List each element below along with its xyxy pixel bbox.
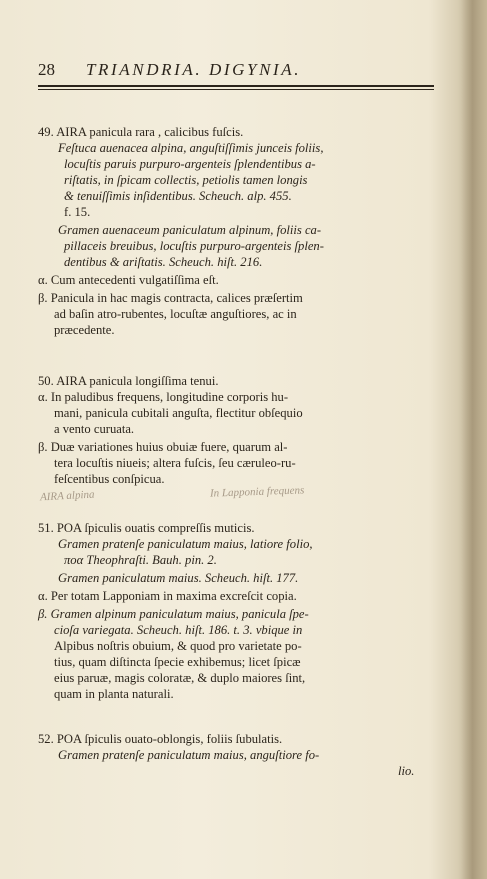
text-line: Alpibus noſtris obuium, & quod pro varietate po- bbox=[54, 639, 302, 653]
text-line: eius paruæ, magis coloratæ, & duplo maiores ſint, bbox=[54, 671, 306, 685]
text-line: ad baſin atro-rubentes, locuſtæ anguſtiores, ac in bbox=[54, 307, 297, 321]
text-line: α. Cum antecedenti vulgatiſſima eſt. bbox=[38, 273, 219, 287]
text-line: 52. POA ſpiculis ouato-oblongis, foliis ſubulatis. bbox=[38, 732, 283, 746]
text-line: lio. bbox=[398, 764, 415, 778]
pencil-annotation: In Lapponia frequens bbox=[209, 484, 305, 500]
text-line: β. Gramen alpinum paniculatum maius, panicula ſpe- bbox=[38, 607, 309, 621]
text-line: β. Duæ variationes huius obuiæ fuere, quarum al- bbox=[38, 440, 288, 454]
text-line: riſtatis, in ſpicam collectis, petiolis tamen longis bbox=[64, 173, 308, 187]
text-line: locuſtis paruis purpuro-argenteis ſplendentibus a- bbox=[64, 157, 316, 171]
text-line: feſcentibus conſpicua. bbox=[54, 472, 165, 486]
header-rule-thick bbox=[38, 85, 434, 87]
text-line: Feſtuca auenacea alpina, anguſtiſſimis junceis foliis, bbox=[58, 141, 324, 155]
text-line: cioſa variegata. Scheuch. hiſt. 186. t. 3. vbique in bbox=[54, 623, 303, 637]
text-line: 49. AIRA panicula rara , calicibus fuſcis. bbox=[38, 125, 244, 139]
header-rule-thin bbox=[38, 89, 434, 90]
text-line: 51. POA ſpiculis ouatis compreſſis muticis. bbox=[38, 521, 255, 535]
text-line: 50. AIRA panicula longiſſima tenui. bbox=[38, 374, 219, 388]
page-number: 28 bbox=[38, 60, 55, 79]
text-line: & tenuiſſimis inſidentibus. Scheuch. alp. 455. bbox=[64, 189, 292, 203]
text-line: tera locuſtis niueis; altera fuſcis, ſeu cæruleo-ru- bbox=[54, 456, 296, 470]
text-line: Gramen paniculatum maius. Scheuch. hiſt. 177. bbox=[58, 571, 299, 585]
text-line: pillaceis breuibus, locuſtis purpuro-argenteis ſplen- bbox=[64, 239, 324, 253]
text-line: ποα Theophraſti. Bauh. pin. 2. bbox=[64, 553, 217, 567]
running-title: TRIANDRIA. DIGYNIA. bbox=[86, 60, 302, 79]
text-line: a vento curuata. bbox=[54, 422, 135, 436]
text-line: quam in planta naturali. bbox=[54, 687, 174, 701]
text-line: Gramen auenaceum paniculatum alpinum, foliis ca- bbox=[58, 223, 322, 237]
text-line: f. 15. bbox=[64, 205, 91, 219]
pencil-annotation: AIRA alpina bbox=[39, 488, 95, 504]
text-line: dentibus & ariſtatis. Scheuch. hiſt. 216. bbox=[64, 255, 263, 269]
text-line: Gramen pratenſe paniculatum maius, anguſtiore fo- bbox=[58, 748, 320, 762]
page-edge-shadow bbox=[461, 0, 487, 879]
text-line: α. In paludibus frequens, longitudine corporis hu- bbox=[38, 390, 289, 404]
text-line: mani, panicula cubitali anguſta, flectitur obſequio bbox=[54, 406, 303, 420]
text-line: β. Panicula in hac magis contracta, calices præſertim bbox=[38, 291, 303, 305]
text-line: tius, quam diſtincta ſpecie exhibemus; licet ſpicæ bbox=[54, 655, 301, 669]
text-line: præcedente. bbox=[54, 323, 115, 337]
text-line: α. Per totam Lapponiam in maxima excreſcit copia. bbox=[38, 589, 297, 603]
text-line: Gramen pratenſe paniculatum maius, latiore folio, bbox=[58, 537, 313, 551]
